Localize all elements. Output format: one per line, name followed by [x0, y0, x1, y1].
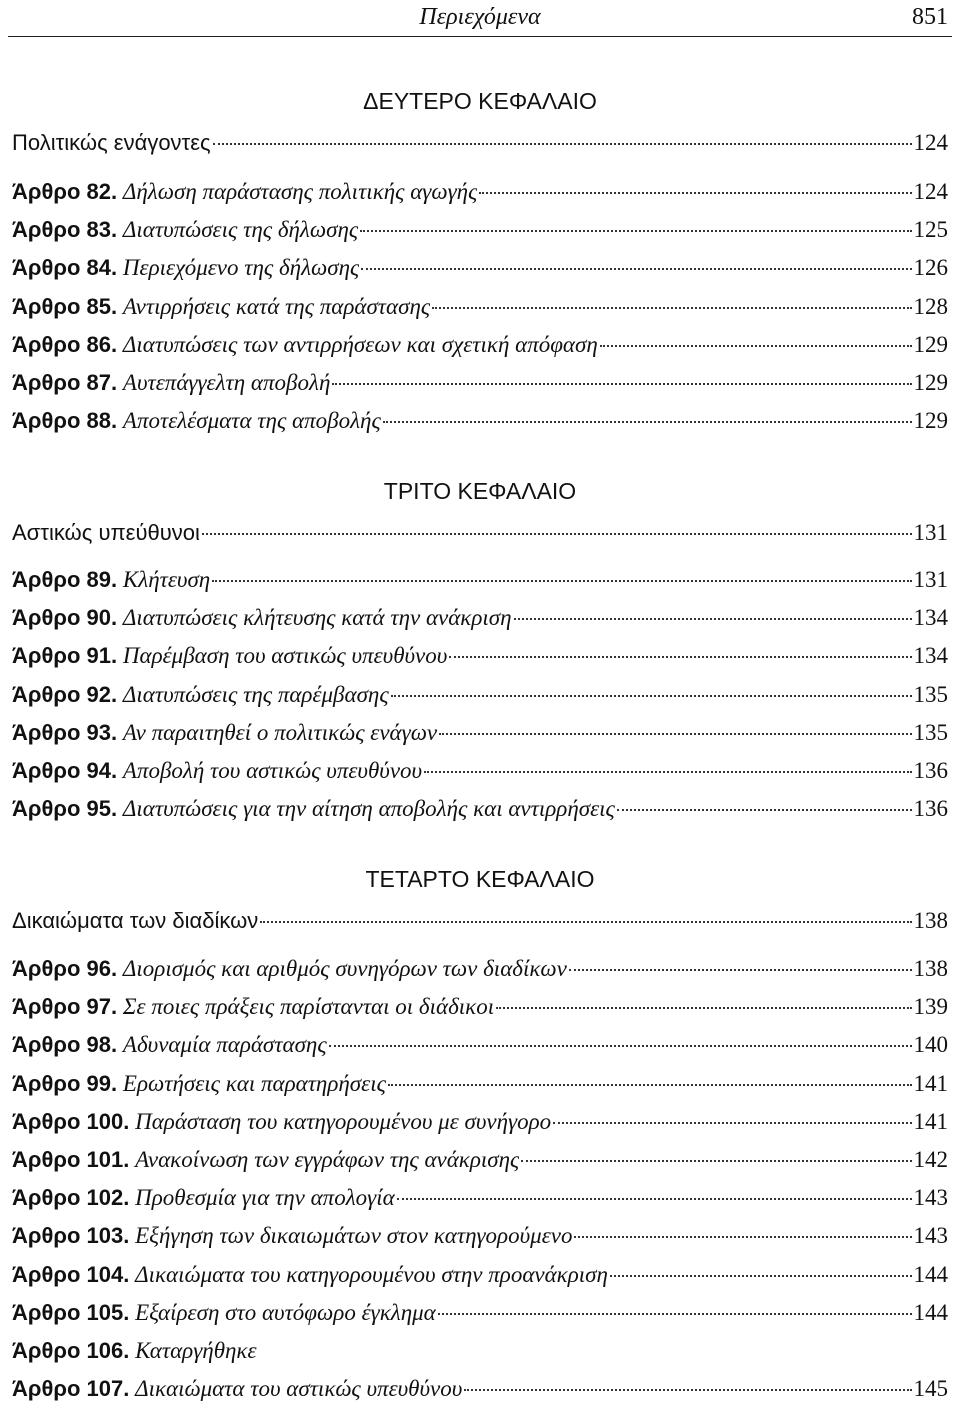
- article-number: Άρθρο 106.: [12, 1338, 130, 1363]
- article-number: Άρθρο 105.: [12, 1299, 130, 1325]
- article-label: [12, 179, 477, 205]
- dot-leader: [514, 618, 912, 620]
- dot-leader: [397, 1198, 912, 1200]
- article-title: Ερωτήσεις και παρατηρήσεις: [122, 1070, 386, 1096]
- dot-leader: [521, 1160, 911, 1162]
- article-title: Προθεσμία για την απολογία: [135, 1185, 395, 1211]
- dot-leader: [213, 143, 912, 145]
- article-title: Περιεχόμενο της δήλωσης: [122, 255, 360, 281]
- article-row: [12, 1376, 948, 1406]
- article-number: Άρθρο 90.: [12, 605, 118, 631]
- article-number: Άρθρο 83.: [12, 217, 118, 243]
- chapter-heading: ΤΕΤΑΡΤΟ ΚΕΦΑΛΑΙΟ: [365, 866, 595, 892]
- dot-leader: [391, 695, 912, 697]
- page-number: 143: [913, 1223, 948, 1249]
- page-number: 125: [913, 217, 948, 243]
- section-title: Αστικώς υπεύθυνοι: [12, 520, 200, 545]
- section-row: [12, 130, 948, 160]
- page-number: 124: [913, 179, 948, 204]
- article-title: Αντιρρήσεις κατά της παράστασης: [122, 293, 431, 319]
- dot-leader: [569, 969, 912, 971]
- dot-leader: [574, 1236, 911, 1238]
- article-row: [12, 758, 948, 788]
- article-label: [12, 255, 359, 281]
- page-number: 141: [913, 1070, 948, 1096]
- article-row: [12, 332, 948, 362]
- article-title: Διατυπώσεις της δήλωσης: [122, 217, 359, 243]
- dot-leader: [424, 771, 911, 773]
- page-number: 135: [913, 719, 948, 745]
- page-number: 126: [913, 255, 948, 281]
- article-title: Αν παραιτηθεί ο πολιτικώς ενάγων: [122, 719, 438, 745]
- section-title: Πολιτικώς ενάγοντες: [12, 130, 211, 155]
- article-label: [12, 1376, 462, 1402]
- dot-leader: [496, 1007, 911, 1009]
- article-number: Άρθρο 86.: [12, 331, 118, 357]
- section-title: Δικαιώματα των διαδίκων: [12, 908, 259, 933]
- article-row: [12, 682, 948, 712]
- article-row: [12, 605, 948, 635]
- dot-leader: [464, 1389, 911, 1391]
- header-title: Περιεχόμενα: [419, 4, 541, 30]
- running-header: [8, 0, 952, 37]
- article-title: Παρέμβαση του αστικώς υπευθύνου: [122, 643, 448, 669]
- section-label: [12, 908, 258, 934]
- article-title: Διατυπώσεις κλήτευσης κατά την ανάκριση: [122, 605, 512, 631]
- article-row: [12, 956, 948, 986]
- article-label: [12, 994, 494, 1020]
- article-number: Άρθρο 85.: [12, 293, 118, 319]
- article-label: [12, 720, 437, 746]
- article-number: Άρθρο 104.: [12, 1261, 130, 1287]
- page-number: 136: [913, 758, 948, 783]
- article-number: Άρθρο 99.: [12, 1070, 118, 1096]
- section-row: [12, 520, 948, 550]
- article-row: [12, 370, 948, 400]
- article-row: [12, 994, 948, 1024]
- dot-leader: [600, 345, 912, 347]
- article-title: Δικαιώματα του αστικώς υπευθύνου: [135, 1376, 463, 1402]
- page-number: 140: [913, 1032, 948, 1058]
- article-title: Καταργήθηκε: [135, 1338, 257, 1363]
- article-title: Αδυναμία παράστασης: [122, 1032, 327, 1058]
- article-number: Άρθρο 102.: [12, 1185, 130, 1211]
- page-number: 124: [913, 130, 948, 155]
- article-row: [12, 255, 948, 285]
- article-title: Σε ποιες πράξεις παρίστανται οι διάδικοι: [122, 994, 495, 1020]
- dot-leader: [553, 1122, 911, 1124]
- article-row: [12, 1109, 948, 1139]
- article-label: [12, 294, 430, 320]
- article-label: [12, 1147, 519, 1173]
- article-row: [12, 567, 948, 597]
- article-number: Άρθρο 92.: [12, 681, 118, 707]
- article-label: [12, 682, 389, 708]
- dot-leader: [329, 1045, 912, 1047]
- article-label: [12, 956, 567, 982]
- article-label: [12, 1262, 608, 1288]
- page-number: 145: [913, 1376, 948, 1402]
- article-row: [12, 1223, 948, 1253]
- article-label: [12, 1071, 386, 1097]
- article-title: Διατυπώσεις της παρέμβασης: [122, 681, 389, 707]
- article-label: [12, 1185, 395, 1211]
- page-number: 143: [913, 1185, 948, 1211]
- article-row: [12, 1185, 948, 1215]
- dot-leader: [361, 268, 911, 270]
- article-number: Άρθρο 94.: [12, 758, 118, 783]
- article-label: [12, 567, 210, 593]
- article-label: [12, 370, 330, 396]
- page-number: 134: [913, 643, 948, 669]
- article-number: Άρθρο 97.: [12, 994, 118, 1020]
- article-title: Παράσταση του κατηγορουμένου με συνήγορο: [135, 1108, 552, 1134]
- article-label: [12, 1032, 327, 1058]
- dot-leader: [388, 1084, 912, 1086]
- article-label: [12, 796, 615, 822]
- article-row: [12, 1071, 948, 1101]
- page-number: 129: [913, 408, 948, 434]
- page-number: 129: [913, 331, 948, 357]
- dot-leader: [360, 230, 911, 232]
- article-label: [12, 217, 358, 243]
- article-row: [12, 720, 948, 750]
- article-row: [12, 1338, 948, 1368]
- article-label: [12, 1223, 572, 1249]
- article-label: [12, 643, 447, 669]
- page-number: 141: [913, 1108, 948, 1134]
- article-title: Αποτελέσματα της αποβολής: [122, 408, 381, 434]
- page-number: 135: [913, 681, 948, 707]
- article-title: Δήλωση παράστασης πολιτικής αγωγής: [122, 179, 478, 204]
- article-title: Διορισμός και αριθμός συνηγόρων των διαδίκων: [122, 956, 567, 981]
- article-label: [12, 758, 422, 784]
- article-label: [12, 408, 381, 434]
- article-number: Άρθρο 95.: [12, 796, 118, 822]
- article-number: Άρθρο 89.: [12, 567, 118, 592]
- page-number: 131: [913, 520, 948, 545]
- article-row: [12, 1032, 948, 1062]
- article-number: Άρθρο 87.: [12, 370, 118, 395]
- section-row: [12, 908, 948, 938]
- article-row: [12, 643, 948, 673]
- article-title: Αποβολή του αστικώς υπευθύνου: [122, 758, 423, 783]
- dot-leader: [617, 809, 912, 811]
- article-title: Αυτεπάγγελτη αποβολή: [122, 370, 331, 395]
- chapter-heading: ΔΕΥΤΕΡΟ ΚΕΦΑΛΑΙΟ: [363, 88, 597, 114]
- page-number: 128: [913, 293, 948, 319]
- article-label: [12, 605, 512, 631]
- article-title: Δικαιώματα του κατηγορουμένου στην προανάκριση: [135, 1261, 608, 1287]
- article-row: [12, 294, 948, 324]
- dot-leader: [383, 421, 912, 423]
- page-number: 131: [913, 567, 948, 592]
- article-number: Άρθρο 84.: [12, 255, 118, 281]
- article-title: Ανακοίνωση των εγγράφων της ανάκρισης: [135, 1147, 520, 1172]
- article-number: Άρθρο 93.: [12, 719, 118, 745]
- page-number: 138: [913, 956, 948, 981]
- article-title: Διατυπώσεις των αντιρρήσεων και σχετική απόφαση: [122, 331, 598, 357]
- section-label: [12, 130, 211, 156]
- header-page-number: 851: [912, 4, 948, 30]
- article-number: Άρθρο 91.: [12, 643, 118, 669]
- article-number: Άρθρο 100.: [12, 1108, 130, 1134]
- article-row: [12, 179, 948, 209]
- article-number: Άρθρο 88.: [12, 408, 118, 434]
- article-number: Άρθρο 107.: [12, 1376, 130, 1402]
- dot-leader: [212, 580, 911, 582]
- dot-leader: [432, 307, 911, 309]
- page-number: 142: [913, 1147, 948, 1172]
- page-number: 144: [913, 1261, 948, 1287]
- article-number: Άρθρο 101.: [12, 1147, 130, 1172]
- section-label: [12, 520, 200, 546]
- article-row: [12, 1300, 948, 1330]
- article-row: [12, 796, 948, 826]
- article-number: Άρθρο 82.: [12, 179, 118, 204]
- article-title: Κλήτευση: [122, 567, 211, 592]
- page-number: 138: [913, 908, 948, 933]
- dot-leader: [332, 383, 911, 385]
- page-number: 136: [913, 796, 948, 822]
- article-row: [12, 1262, 948, 1292]
- article-label: [12, 1109, 551, 1135]
- dot-leader: [439, 733, 911, 735]
- article-label: [12, 1300, 436, 1326]
- dot-leader: [479, 192, 911, 194]
- article-label: [12, 1338, 257, 1364]
- article-number: Άρθρο 96.: [12, 956, 118, 981]
- article-row: [12, 217, 948, 247]
- page-number: 144: [913, 1299, 948, 1325]
- article-label: [12, 332, 598, 358]
- dot-leader: [449, 656, 911, 658]
- article-title: Εξαίρεση στο αυτόφωρο έγκλημα: [135, 1299, 436, 1325]
- page-number: 129: [913, 370, 948, 395]
- page-number: 139: [913, 994, 948, 1020]
- dot-leader: [438, 1313, 912, 1315]
- page-number: 134: [913, 605, 948, 631]
- article-row: [12, 408, 948, 438]
- article-title: Εξήγηση των δικαιωμάτων στον κατηγορούμενο: [135, 1223, 573, 1249]
- article-number: Άρθρο 103.: [12, 1223, 130, 1249]
- article-title: Διατυπώσεις για την αίτηση αποβολής και αντιρρήσεις: [122, 796, 615, 822]
- article-number: Άρθρο 98.: [12, 1032, 118, 1058]
- dot-leader: [202, 533, 912, 535]
- dot-leader: [610, 1275, 912, 1277]
- chapter-heading: ΤΡΙΤΟ ΚΕΦΑΛΑΙΟ: [383, 478, 577, 504]
- article-row: [12, 1147, 948, 1177]
- dot-leader: [260, 921, 911, 923]
